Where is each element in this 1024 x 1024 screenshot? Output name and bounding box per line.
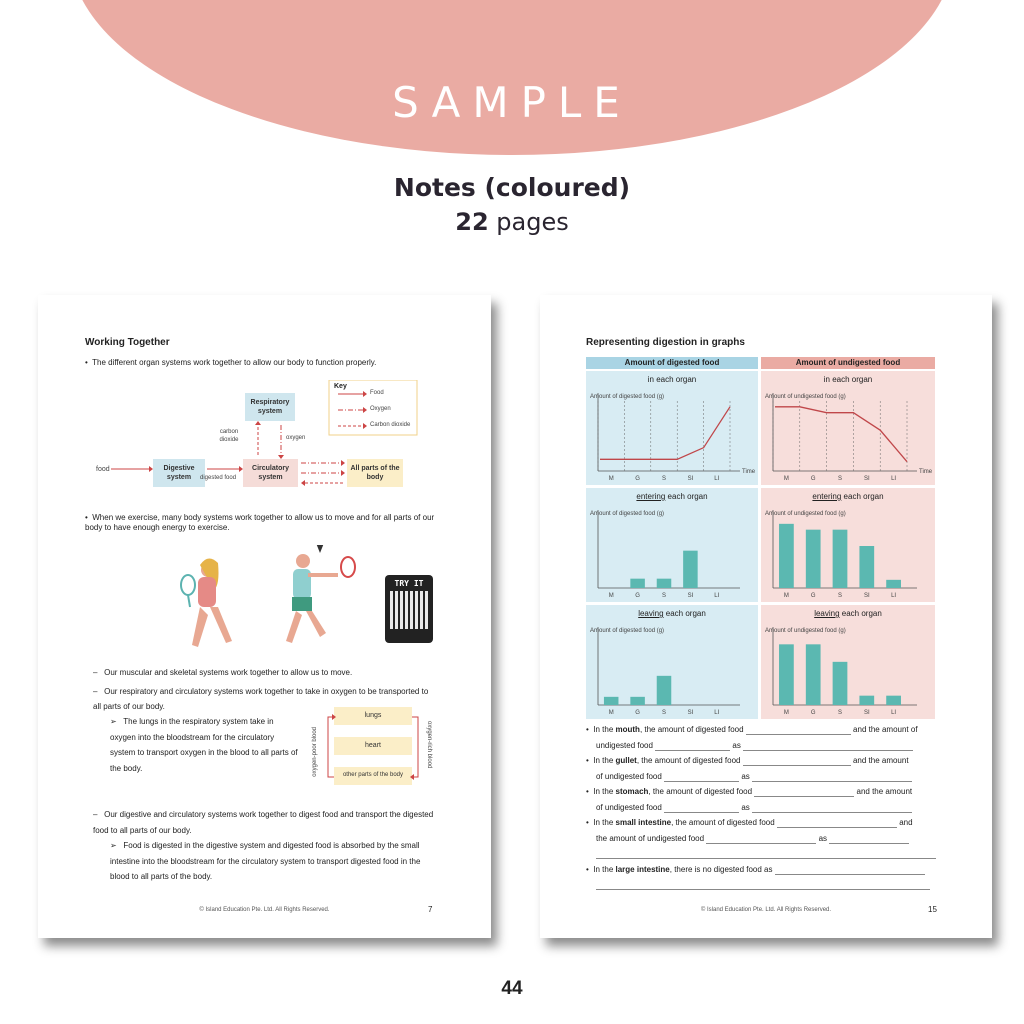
question-stomach: • In the stomach, the amount of digested food and the amount (586, 787, 913, 796)
dash-1: – Our muscular and skeletal systems work together to allow us to move. (93, 668, 353, 677)
all-parts-box: All parts of the body (350, 464, 400, 481)
x-tick-label: LI (714, 710, 720, 716)
x-tick-label: S (837, 476, 843, 482)
graph-cell-2-1 (761, 605, 935, 719)
q3-line2: of undigested food (596, 803, 662, 812)
x-tick-label: M (783, 593, 789, 599)
q1-end: and the amount of (853, 725, 918, 734)
carbon-dioxide-label: carbon dioxide (219, 429, 239, 443)
oxygen-rich-label: oxygen-rich blood (425, 721, 432, 769)
graph-cell-1-1 (761, 488, 935, 602)
graph-svg (586, 371, 758, 485)
flow-heart-box: heart (334, 737, 412, 755)
q2-end: and the amount (852, 756, 909, 765)
answer-line[interactable] (596, 858, 936, 859)
question-mouth-2 (596, 741, 946, 751)
x-tick-label: LI (714, 593, 720, 599)
data-bar (657, 579, 672, 588)
answer-line-2[interactable] (596, 889, 930, 890)
q4-line2: the amount of undigested food (596, 834, 705, 843)
left-bullet-2: • When we exercise, many body systems work together to allow us to move and for all parts of our body to have enough energy to exercise. (85, 513, 435, 533)
qr-code-icon (390, 591, 428, 629)
data-bar (683, 551, 698, 588)
digested-food-label: digested food (200, 475, 237, 481)
q1-as: as (732, 741, 741, 750)
left-page-title: Working Together (85, 337, 170, 348)
q5-organ: large intestine (615, 865, 670, 874)
q3-organ: stomach (615, 787, 649, 796)
data-bar (833, 530, 848, 588)
x-tick-label: SI (863, 710, 870, 716)
data-bar (630, 579, 645, 588)
left-bullet-1-text: The different organ systems work together to allow our body to function properly. (92, 358, 377, 367)
respiratory-system-box: Respiratory system (250, 398, 290, 415)
graph-title-rest: each organ (839, 609, 882, 618)
data-bar (886, 580, 901, 588)
pages-word: pages (496, 208, 569, 236)
q4-end: and (899, 818, 913, 827)
q3-as: as (741, 803, 750, 812)
graph-cell-0-1 (761, 371, 935, 485)
x-tick-label: M (783, 710, 789, 716)
flow-arrows (318, 707, 428, 787)
x-tick-label: LI (714, 476, 720, 482)
data-bar (806, 530, 821, 588)
q2-mid: , the amount of digested food (636, 756, 741, 765)
q2-line2: of undigested food (596, 772, 662, 781)
data-bar (604, 697, 619, 705)
right-footer: © Island Education Pte. Ltd. All Rights Reserved. (700, 907, 832, 913)
question-small-intestine-2 (596, 834, 946, 844)
q3-end: and the amount (856, 787, 913, 796)
data-bar (779, 524, 794, 588)
x-tick-label: SI (863, 593, 870, 599)
q3-pre: In the (593, 787, 616, 796)
data-bar (657, 676, 672, 705)
left-bullet-2-text: When we exercise, many body systems work together to allow us to move and for all parts of our body to have enough energy to exercise. (85, 513, 435, 533)
graph-cell-1-0 (586, 488, 758, 602)
left-footer: © Island Education Pte. Ltd. All Rights Reserved. (199, 907, 330, 913)
page-count: 44 (501, 978, 523, 999)
x-tick-label: G (810, 710, 816, 716)
question-gullet: • In the gullet, the amount of digested food and the amount (586, 756, 909, 765)
oxygen-poor-label: oxygen-poor blood (312, 727, 318, 777)
data-bar (886, 696, 901, 705)
x-tick-label: G (810, 476, 816, 482)
data-bar (859, 696, 874, 705)
notes-title: Notes (coloured) (393, 173, 631, 202)
x-tick-label: S (661, 710, 667, 716)
question-gullet-2 (596, 772, 946, 782)
question-stomach-2 (596, 803, 946, 813)
q4-organ: small intestine (615, 818, 672, 827)
arrow-point-1: ➢ The lungs in the respiratory system take in oxygen into the bloodstream for the circulatory system to transport oxygen in the blood to all parts of the body. (110, 717, 298, 773)
x-tick-label: SI (687, 593, 694, 599)
graph-title-rest: each organ (663, 609, 706, 618)
graph-cell-0-0 (586, 371, 758, 485)
key-title: Key (334, 383, 347, 390)
arrow-point-2: ➢ Food is digested in the digestive system and digested food is absorbed by the small intestine into the bloodstream for the circulatory system to transport digested food in the blood to all parts of the body. (110, 841, 421, 881)
data-line (775, 407, 907, 462)
circulatory-system-box: Circulatory system (252, 464, 289, 481)
x-axis-label: Time (742, 469, 756, 475)
graph-ylabel: Amount of digested food (g) (590, 628, 665, 634)
graph-cell-2-0 (586, 605, 758, 719)
x-tick-label: SI (863, 476, 870, 482)
x-tick-label: S (661, 476, 667, 482)
pages-number: 22 (455, 208, 489, 236)
x-tick-label: S (837, 710, 843, 716)
left-bullet-1: • The different organ systems work together to allow our body to function properly. (85, 358, 377, 367)
key-carbon-dioxide: Carbon dioxide (370, 422, 411, 428)
x-tick-label: G (635, 593, 640, 599)
graph-svg (761, 371, 935, 485)
key-oxygen: Oxygen (370, 406, 391, 412)
right-page-number: 15 (928, 905, 937, 914)
x-tick-label: S (661, 593, 667, 599)
graph-svg (586, 488, 758, 602)
question-large-intestine: • In the large intestine, there is no digested food as (586, 865, 946, 875)
q5-mid: , there is no digested food as (669, 865, 773, 874)
q4-pre: In the (593, 818, 616, 827)
x-tick-label: SI (687, 476, 694, 482)
graph-svg (586, 605, 758, 719)
q2-as: as (741, 772, 750, 781)
dash-3: – Our digestive and circulatory systems work together to digest food and transport the digested food to all parts of our body. (93, 810, 434, 835)
flow-other-box: other parts of the body (334, 767, 412, 785)
data-bar (630, 697, 645, 705)
q1-mid: , the amount of digested food (639, 725, 744, 734)
graph-ylabel: Amount of undigested food (g) (765, 511, 846, 517)
try-it-label: TRY IT (394, 579, 424, 588)
dash-3-text: Our digestive and circulatory systems work together to digest food and transport the digested food to all parts of our body. (93, 810, 434, 835)
data-bar (779, 644, 794, 705)
graph-title-emphasis: entering (636, 492, 666, 501)
graph-ylabel: Amount of undigested food (g) (765, 628, 846, 634)
right-page (540, 295, 992, 938)
graph-title-rest: each organ (841, 492, 884, 501)
flow-lungs-box: lungs (334, 707, 412, 725)
q2-organ: gullet (615, 756, 637, 765)
data-bar (806, 644, 821, 705)
q1-pre: In the (593, 725, 616, 734)
food-label: food (96, 466, 110, 473)
graph-svg (761, 488, 935, 602)
left-page (38, 295, 491, 938)
x-tick-label: LI (891, 593, 897, 599)
graph-ylabel: Amount of digested food (g) (590, 511, 665, 517)
q1-line2: undigested food (596, 741, 653, 750)
data-line (600, 407, 730, 460)
x-tick-label: G (810, 593, 816, 599)
exercise-illustration (178, 545, 378, 655)
data-bar (859, 546, 874, 588)
graph-title: in each organ (823, 375, 873, 384)
data-bar (833, 662, 848, 705)
q5-pre: In the (593, 865, 616, 874)
question-mouth: • In the mouth, the amount of digested food and the amount of (586, 725, 918, 734)
digestive-system-box: Digestive system (163, 464, 195, 481)
key-food: Food (370, 390, 384, 396)
arrow-point-2-text: Food is digested in the digestive system and digested food is absorbed by the small intestine into the bloodstream for the circulatory system to transport digested food in the blood to all parts of the body. (110, 841, 421, 881)
x-tick-label: LI (891, 476, 897, 482)
q4-as: as (818, 834, 828, 843)
graph-title-emphasis: leaving (814, 609, 840, 618)
x-tick-label: G (635, 710, 640, 716)
x-tick-label: M (608, 710, 614, 716)
left-page-number: 7 (428, 905, 433, 914)
pages-subtitle (0, 208, 1024, 236)
x-tick-label: SI (687, 710, 694, 716)
arrow-point-1-text: The lungs in the respiratory system take in oxygen into the bloodstream for the circulatory system to transport oxygen in the blood to all parts of the body. (110, 717, 298, 773)
graph-ylabel: Amount of digested food (g) (590, 394, 665, 400)
q3-mid: , the amount of digested food (648, 787, 753, 796)
dash-2-text: Our respiratory and circulatory systems work together to take in oxygen to be transported to all parts of our body. (93, 687, 429, 711)
graph-title-rest: each organ (665, 492, 708, 501)
graph-ylabel: Amount of undigested food (g) (765, 394, 846, 400)
dash-1-text: Our muscular and skeletal systems work together to allow us to move. (104, 668, 353, 677)
x-tick-label: LI (891, 710, 897, 716)
q1-organ: mouth (615, 725, 640, 734)
graph-title-emphasis: entering (812, 492, 842, 501)
col-header-digested: Amount of digested food (586, 357, 758, 369)
right-page-title: Representing digestion in graphs (586, 337, 745, 348)
dash-2: – Our respiratory and circulatory systems work together to take in oxygen to be transported to all parts of our body. (93, 687, 429, 711)
x-tick-label: M (608, 476, 614, 482)
q2-pre: In the (593, 756, 616, 765)
question-small-intestine: • In the small intestine, the amount of digested food and (586, 818, 913, 827)
col-header-undigested: Amount of undigested food (761, 357, 935, 369)
x-tick-label: M (783, 476, 789, 482)
graph-svg (761, 605, 935, 719)
sample-label: SAMPLE (392, 78, 632, 127)
x-tick-label: G (635, 476, 640, 482)
x-axis-label: Time (919, 469, 933, 475)
qr-code-card[interactable] (385, 575, 433, 643)
x-tick-label: M (608, 593, 614, 599)
oxygen-label: oxygen (286, 435, 306, 441)
graph-title: in each organ (647, 375, 697, 384)
q4-mid: , the amount of digested food (671, 818, 775, 827)
graph-title-emphasis: leaving (638, 609, 664, 618)
x-tick-label: S (837, 593, 843, 599)
